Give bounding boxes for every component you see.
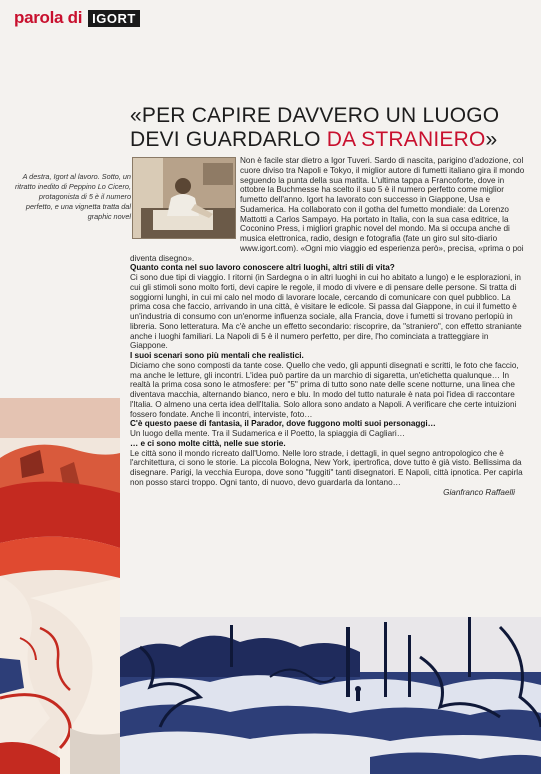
question-3: C'è questo paese di fantasia, il Parador, dove fuggono molti suoi personaggi… (130, 419, 436, 429)
article-title (130, 104, 525, 152)
portrait-illustration (0, 398, 120, 774)
answer-1: Ci sono due tipi di viaggio. I ritorni (in Sardegna o in altri luoghi in cui ho abitato a lungo) e le esplorazioni, in cui gli stimoli sono molto forti, devi capire le regole, il modo di vivere e di pensare delle persone. Si tratta di soggiorni lunghi, in cui mi calo nel modo di lavorare locale, cercando di comunicare con quel pubblico. La prima cosa che faccio, arrivando in una città, è visitare le edicole. Si passa dal Giappone, in cui il fumetto è un'industria di consumo con un'enorme influenza sociale, alla Francia, dove i fumetti si trovano perlopiù in libreria. Sono letteratura. Ma c'è anche un effetto secondario: riscoprire, da "straniero", con effetto straniante anche i luoghi familiari. La Napoli di 5 è il numero perfetto, per dire, l'ho cominciata a tratteggiare in Giappone. (130, 273, 522, 351)
answer-2: Diciamo che sono composti da tante cose. Quello che vedo, gli appunti disegnati e scritti, le foto che faccio, ma anche le letture, gli incontri. L'idea può partire da un marchio di sigaretta, un'etichetta qualunque… In realtà la prima cosa sono le atmosfere: per "5" prima di tutto sono nate delle scene notturne, una linea che diventava macchia, alternando bianco, nero e blu. In modo del tutto naturale è nata poi l'idea di raccontare l'Italia. O almeno una certa idea dell'Italia. Solo allora sono andato a Napoli. A verificare che certe intuizioni fossero fondate. Anche lì incontri, interviste, foto… (130, 360, 519, 419)
answer-3: Un luogo della mente. Tra il Sudamerica e il Poetto, la spiaggia di Cagliari… (130, 429, 405, 438)
photo-wrap-space (130, 156, 240, 248)
article-body (130, 156, 525, 596)
title-highlight: DA STRANIERO (326, 128, 486, 151)
portrait-illustration-image (0, 398, 120, 774)
article-intro: Non è facile star dietro a Igor Tuveri. Sardo di nascita, parigino d'adozione, col cuore diviso tra Napoli e Tokyo, il miglior autore di fumetti italiano gira il mondo seguendo la punta della sua matita. L'ultima tappa a Francoforte, dove in ottobre la Buchmesse ha scelto il suo 5 è il numero perfetto come miglior fumetto dell'anno. Igort ha lavorato con successo in Giappone, Usa e Sudamerica. Ha collaborato con il gotha del fumetto mondiale: da Lorenzo Mattotti a Carlos Sampayo. Ha portato in Italia, con la sua casa editrice, la Coconino Press, i migliori graphic novel del mondo. Ma si occupa anche di musica elettronica, radio, design e fotografia (fate un giro sul sito-diario www.igort.com). «Ogni mio viaggio ed esperienza però», precisa, «prima o poi diventa disegno». (130, 156, 525, 263)
title-main: «PER CAPIRE DAVVERO UN LUOGO DEVI GUARDARLO (130, 104, 500, 151)
question-4: … e ci sono molte città, nelle sue storie. (130, 438, 286, 448)
answer-4: Le città sono il mondo ricreato dall'Uomo. Nelle loro strade, i dettagli, in quel segno antropologico che è l'architettura, ci sono le storie. La piccola Bologna, New York, ipertrofica, dove tutto è già visto. Bellissima da disegnare. Parigi, la vecchia Europa, dove sono "fuggiti" tanti disegnatori. E Napoli, città ipnotica. Per capirla non posso starci troppo. Ogni tanto, di nuovo, devo guardarla da lontano… (130, 448, 523, 487)
title-end: » (485, 128, 498, 151)
section-header (14, 8, 140, 28)
question-2: I suoi scenari sono più mentali che realistici. (130, 351, 304, 360)
landscape-vignette-image (120, 617, 541, 774)
brand-logo: IGORT (88, 10, 140, 27)
question-1: Quanto conta nel suo lavoro conoscere altri luoghi, altri stili di vita? (130, 263, 395, 273)
section-label: parola di (14, 8, 83, 27)
photo-caption: A destra, Igort al lavoro. Sotto, un ritratto inedito di Peppino Lo Cicero, protagonista di 5 è il numero perfetto, e una vignetta tratta dal graphic novel (14, 172, 131, 221)
landscape-vignette (120, 617, 541, 774)
author-signature: Gianfranco Raffaelli (443, 487, 515, 497)
